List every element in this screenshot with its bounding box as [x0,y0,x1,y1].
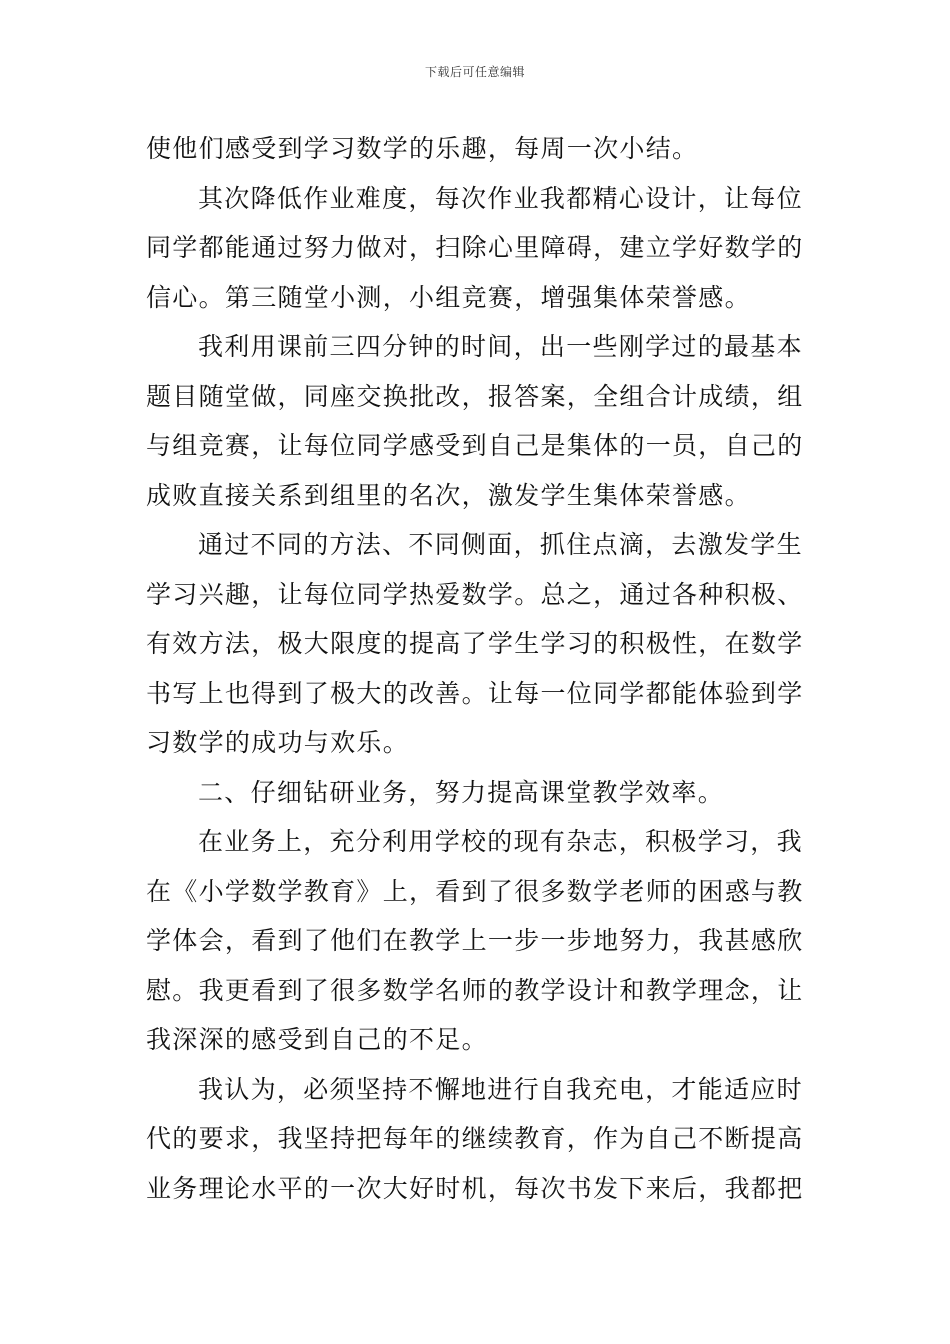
text-line: 有效方法，极大限度的提高了学生学习的积极性，在数学 [146,629,804,658]
text-line: 学体会，看到了他们在教学上一步一步地努力，我甚感欣 [146,926,804,955]
text-line: 慰。我更看到了很多数学名师的教学设计和教学理念，让 [146,975,804,1005]
paragraph-start-line: 我认为，必须坚持不懈地进行自我充电，才能适应时 [198,1074,803,1104]
paragraph-start-line: 在业务上，充分利用学校的现有杂志，积极学习，我 [198,827,803,856]
paragraph-start-line: 通过不同的方法、不同侧面，抓住点滴，去激发学生 [198,530,803,559]
text-line: 在《小学数学教育》上，看到了很多数学老师的困惑与教 [146,876,804,906]
document-body [146,124,808,1213]
text-line: 与组竞赛，让每位同学感受到自己是集体的一员，自己的 [146,431,804,460]
text-line: 成败直接关系到组里的名次，激发学生集体荣誉感。 [146,480,751,510]
section-heading: 二、仔细钻研业务，努力提高课堂教学效率。 [198,777,725,807]
text-line: 习数学的成功与欢乐。 [146,728,410,757]
page-header: 下载后可任意编辑 [424,65,525,79]
text-line: 书写上也得到了极大的改善。让每一位同学都能体验到学 [146,678,804,708]
text-line: 我深深的感受到自己的不足。 [146,1025,488,1054]
text-line: 业务理论水平的一次大好时机，每次书发下来后，我都把 [146,1173,804,1203]
text-line: 代的要求，我坚持把每年的继续教育，作为自己不断提高 [146,1124,804,1153]
paragraph-start-line: 其次降低作业难度，每次作业我都精心设计，让每位 [198,183,803,213]
text-line: 使他们感受到学习数学的乐趣，每周一次小结。 [146,134,699,163]
text-line: 信心。第三随堂小测，小组竞赛，增强集体荣誉感。 [146,282,751,312]
text-line: 同学都能通过努力做对，扫除心里障碍，建立学好数学的 [146,233,804,262]
paragraph-start-line: 我利用课前三四分钟的时间，出一些刚学过的最基本 [198,332,803,361]
text-line: 题目随堂做，同座交换批改，报答案，全组合计成绩，组 [146,381,804,411]
text-line: 学习兴趣，让每位同学热爱数学。总之，通过各种积极、 [146,579,804,609]
